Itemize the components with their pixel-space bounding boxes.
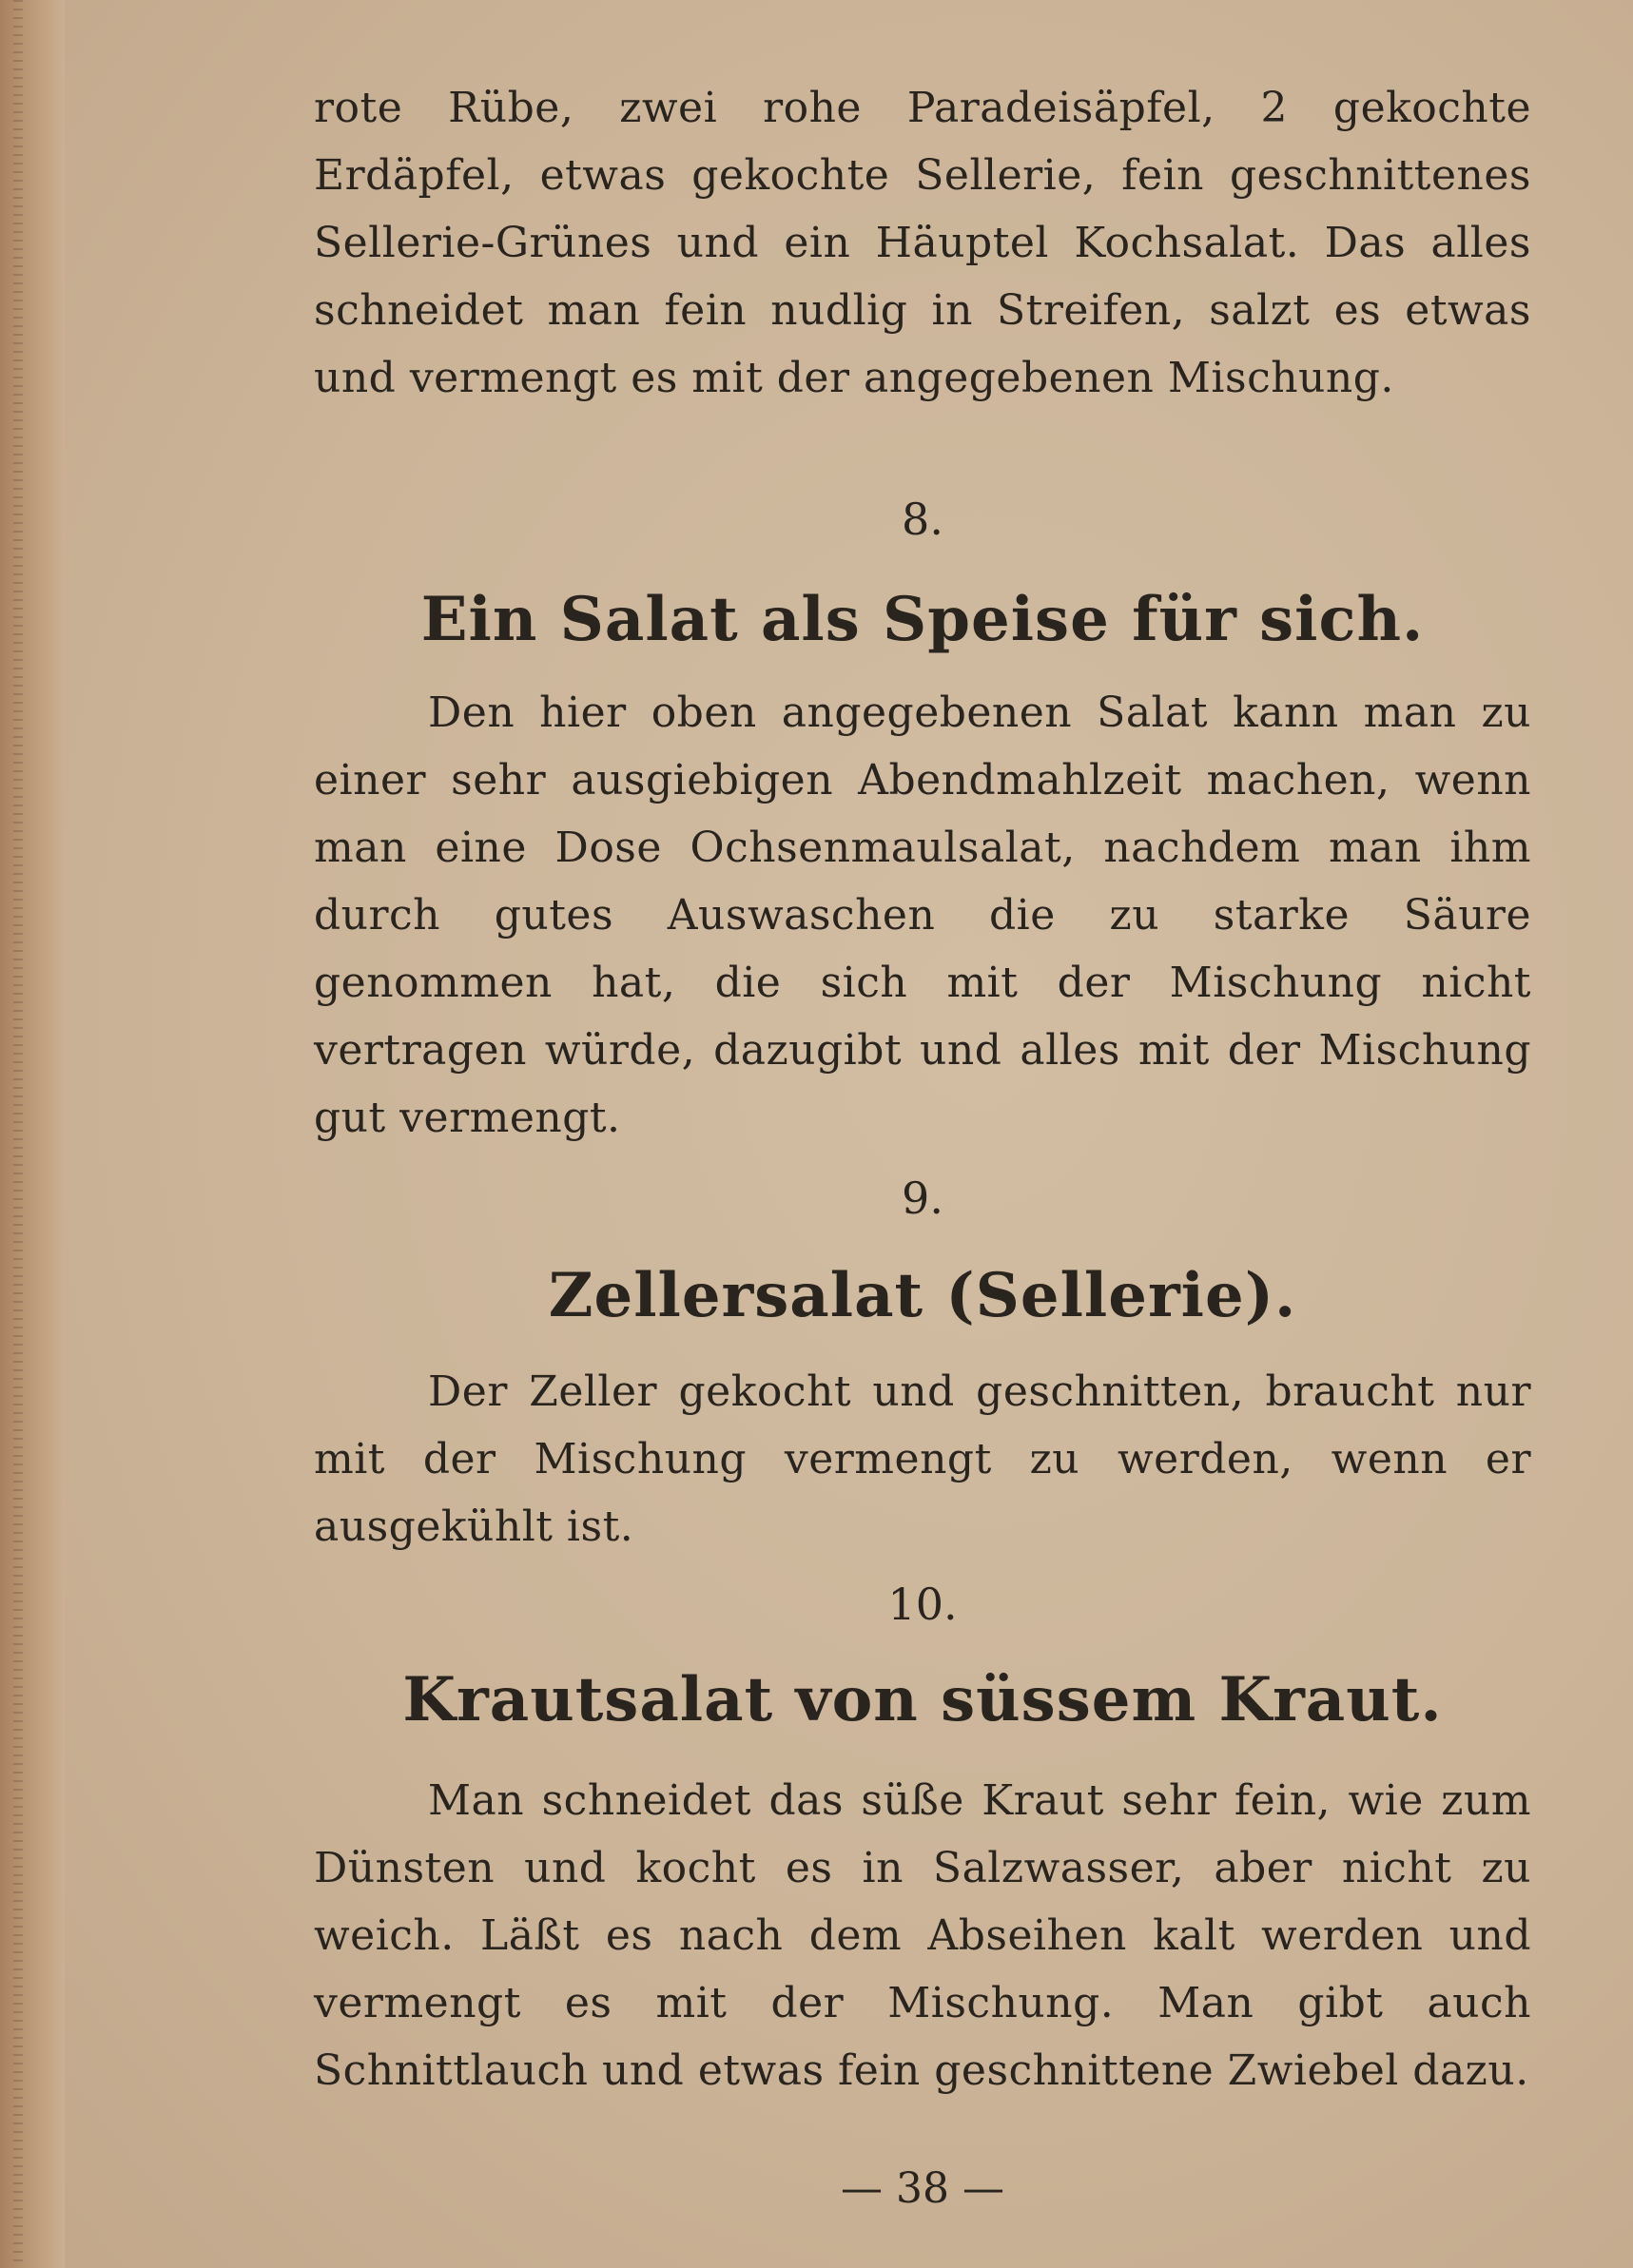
continuation-paragraph: rote Rübe, zwei rohe Paradeisäpfel, 2 gekochte Erdäpfel, etwas gekochte Sellerie, fein geschnittenes Sellerie-Grünes und ein Häuptel Kochsalat. Das alles schneidet man fein nudlig in Streifen, salzt es etwas und vermengt es mit der angegebenen Mischung.: [314, 84, 1531, 402]
recipe-body-10: Man schneidet das süße Kraut sehr fein, wie zum Dünsten und kocht es in Salzwasser, aber nicht zu weich. Läßt es nach dem Abseihen kalt werden und vermengt es mit der Mischung. Man gibt auch Schnittlauch und etwas fein geschnittene Zwiebel dazu.: [314, 1776, 1531, 2095]
recipe-number-8: 8.: [902, 494, 943, 545]
recipe-body-9: Der Zeller gekocht und geschnitten, braucht nur mit der Mischung vermengt zu werden, wenn er ausgekühlt ist.: [314, 1367, 1531, 1551]
recipe-number-9: 9.: [902, 1173, 943, 1224]
recipe-body-8: Den hier oben angegebenen Salat kann man zu einer sehr ausgiebigen Abendmahlzeit machen, wenn man eine Dose Ochsenmaulsalat, nachdem man ihm durch gutes Auswaschen die zu starke Säure genommen hat, die sich mit der Mischung nicht vertragen würde, dazugibt und alles mit der Mischung gut vermengt.: [314, 688, 1531, 1142]
recipe-title-8: Ein Salat als Speise für sich.: [420, 584, 1425, 655]
page-binding-edge: [0, 0, 65, 2268]
recipe-number-10: 10.: [887, 1579, 958, 1630]
recipe-title-9: Zellersalat (Sellerie).: [548, 1260, 1297, 1331]
recipe-title-10: Krautsalat von süssem Kraut.: [402, 1664, 1443, 1735]
page-number: — 38 —: [841, 2164, 1004, 2213]
